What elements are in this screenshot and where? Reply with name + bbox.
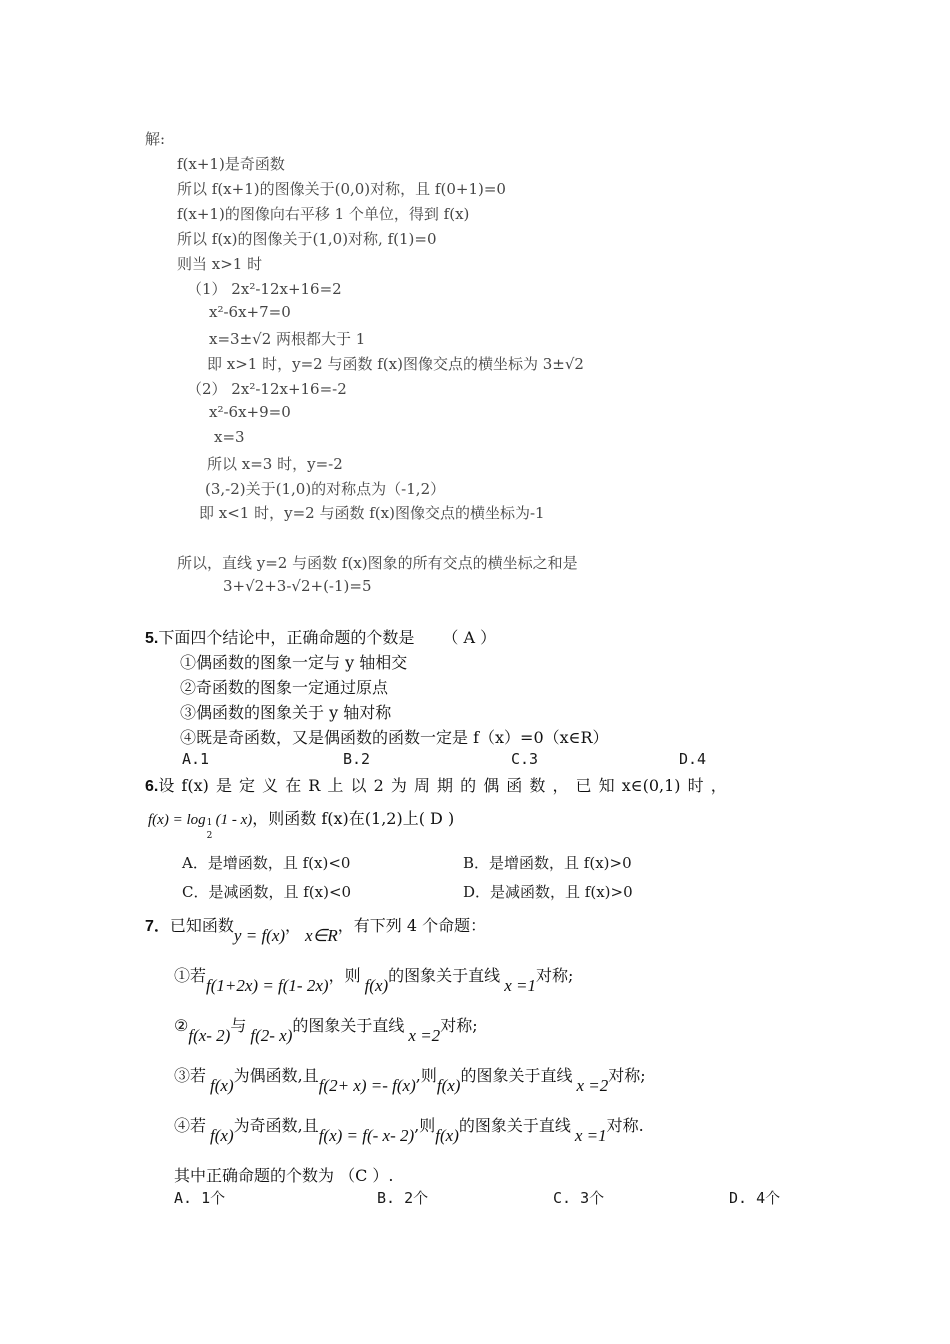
solution-line: （1） 2x²-12x+16=2 — [187, 280, 342, 298]
solution-line: f(x+1)的图像向右平移 1 个单位，得到 f(x) — [177, 205, 470, 223]
text: 对称; — [440, 1016, 478, 1035]
question-5-item: ③偶函数的图象关于 y 轴对称 — [180, 703, 392, 722]
solution-line: 则当 x>1 时 — [177, 255, 263, 273]
proposition-label: ② — [174, 1016, 189, 1035]
solution-header: 解: — [145, 130, 166, 148]
question-5-option: D.4 — [679, 750, 707, 768]
question-5-item: ②奇函数的图象一定通过原点 — [180, 678, 389, 697]
text: 的图象关于直线 — [458, 1116, 571, 1135]
log-base — [206, 814, 216, 841]
solution-line: x²-6x+7=0 — [209, 303, 291, 321]
text: 为偶函数,且 — [233, 1066, 319, 1085]
question-5-option: B.2 — [343, 750, 371, 768]
question-number: 7． — [145, 918, 170, 935]
question-text: ，则函数 f(x)在(1,2)上( D ) — [252, 809, 455, 828]
question-6-option: A．是增函数，且 f(x)<0 — [182, 854, 351, 872]
proposition-3 — [174, 1063, 646, 1095]
text: 为奇函数,且 — [233, 1116, 319, 1135]
solution-line: 所以 x=3 时，y=-2 — [207, 455, 343, 473]
log-base-top: 1 — [206, 818, 213, 828]
question-6-option: C．是减函数，且 f(x)<0 — [182, 883, 352, 901]
question-5-option: C.3 — [511, 750, 539, 768]
solution-line: 所以 f(x)的图像关于(1,0)对称, f(1)=0 — [177, 230, 437, 248]
proposition-4 — [174, 1113, 644, 1145]
text: 对称. — [606, 1116, 644, 1135]
text: 与 — [230, 1016, 247, 1035]
question-text: 设 f(x) 是 定 义 在 R 上 以 2 为 周 期 的 偶 函 数 ， 已 知 x∈(0,1) 时 ， — [158, 776, 727, 795]
log-formula: f(x) = log — [148, 812, 206, 828]
solution-line: 3+√2+3-√2+(-1)=5 — [223, 577, 372, 595]
text: 的图象关于直线 — [388, 966, 501, 985]
formula: f(2+ x) =- f(x) — [318, 1076, 416, 1095]
text: ,则 — [415, 1066, 437, 1085]
formula: f(1+2x) = f(1- 2x) — [206, 976, 329, 995]
formula: f(x) — [210, 1076, 234, 1095]
question-7-option: B. 2个 — [377, 1189, 429, 1207]
solution-line: 即 x<1 时，y=2 与函数 f(x)图像交点的横坐标为-1 — [199, 504, 545, 522]
solution-line: x=3±√2 两根都大于 1 — [209, 330, 366, 348]
log-argument: (1 - x) — [215, 812, 253, 828]
log-base-bottom: 2 — [206, 831, 213, 841]
question-5-option: A.1 — [182, 750, 210, 768]
domain-formula: x∈R — [305, 926, 338, 945]
question-6-formula-line — [148, 806, 455, 841]
text: 对称; — [608, 1066, 646, 1085]
formula: f(x) — [436, 1076, 461, 1095]
text: 对称; — [535, 966, 574, 985]
question-7-option: C. 3个 — [553, 1189, 605, 1207]
question-6-option: B．是增函数，且 f(x)>0 — [463, 854, 632, 872]
formula: x =2 — [408, 1026, 441, 1045]
solution-line: x=3 — [214, 428, 245, 446]
question-number: 5. — [145, 630, 159, 647]
question-7-option: D. 4个 — [729, 1189, 781, 1207]
solution-line: 所以 f(x+1)的图像关于(0,0)对称，且 f(0+1)=0 — [177, 180, 506, 198]
question-7-option: A. 1个 — [174, 1189, 226, 1207]
separator: ， — [285, 916, 302, 935]
question-6-option: D．是减函数，且 f(x)>0 — [463, 883, 633, 901]
solution-line: (3,-2)关于(1,0)的对称点为（-1,2） — [205, 480, 446, 498]
question-5-item: ④既是奇函数，又是偶函数的函数一定是 f（x）=0（x∈R） — [180, 728, 609, 747]
question-7-conclusion: 其中正确命题的个数为 （C ）. — [174, 1166, 394, 1185]
question-5-stem — [145, 625, 496, 648]
text: ,则 — [414, 1116, 436, 1135]
answer-bracket: （ A ） — [442, 628, 497, 647]
solution-line: f(x+1)是奇函数 — [177, 155, 285, 173]
question-text: 已知函数 — [169, 916, 234, 935]
formula: x =1 — [574, 1126, 607, 1145]
proposition-label: ④若 — [174, 1116, 207, 1135]
proposition-2 — [174, 1013, 478, 1045]
formula: x =2 — [576, 1076, 609, 1095]
question-6-stem — [145, 773, 727, 796]
text: 的图象关于直线 — [292, 1016, 405, 1035]
text: ，则 — [328, 966, 361, 985]
function-formula: y = f(x) — [233, 926, 286, 945]
formula: x =1 — [504, 976, 536, 995]
formula: f(x) — [210, 1126, 234, 1145]
proposition-label: ③若 — [174, 1066, 207, 1085]
text: 的图象关于直线 — [460, 1066, 573, 1085]
solution-line: x²-6x+9=0 — [209, 403, 291, 421]
question-text: ，有下列 4 个命题： — [337, 916, 487, 935]
formula: f(x- 2) — [188, 1026, 231, 1045]
formula: f(x) — [364, 976, 389, 995]
question-number: 6. — [145, 778, 159, 795]
proposition-label: ①若 — [174, 966, 207, 985]
question-text: 下面四个结论中，正确命题的个数是 — [158, 628, 415, 647]
formula: f(x) — [435, 1126, 459, 1145]
solution-line: 所以，直线 y=2 与函数 f(x)图象的所有交点的横坐标之和是 — [177, 554, 578, 572]
formula: f(2- x) — [250, 1026, 293, 1045]
proposition-1 — [174, 963, 574, 995]
solution-line: （2） 2x²-12x+16=-2 — [187, 380, 347, 398]
formula: f(x) = f(- x- 2) — [318, 1126, 415, 1145]
question-7-stem — [145, 913, 487, 945]
solution-line: 即 x>1 时，y=2 与函数 f(x)图像交点的横坐标为 3±√2 — [207, 355, 584, 373]
question-5-item: ①偶函数的图象一定与 y 轴相交 — [180, 653, 408, 672]
